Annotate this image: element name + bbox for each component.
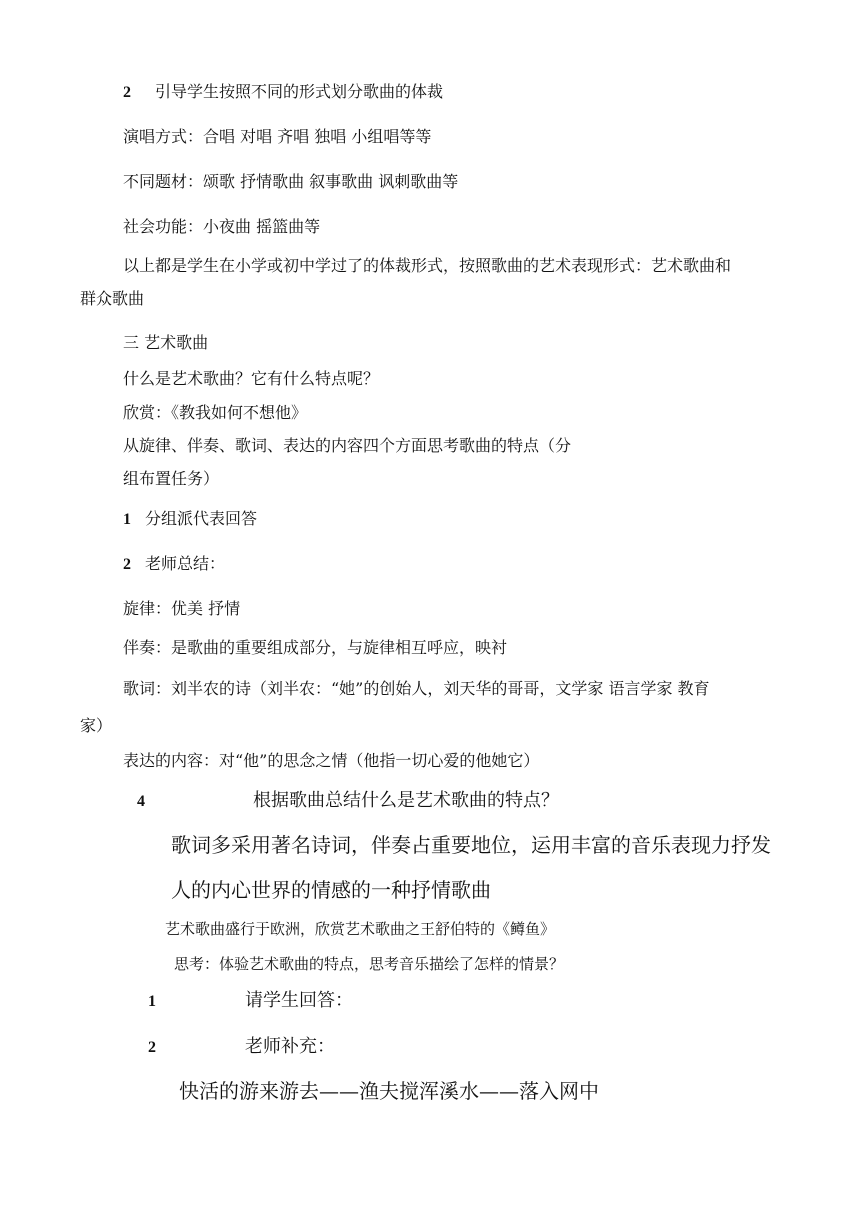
content-line: 表达的内容：对“他”的思念之情（他指一切心爱的他她它） [123,751,540,770]
answer-step-2 [148,1037,335,1058]
europe-line: 艺术歌曲盛行于欧洲，欣赏艺术歌曲之王舒伯特的《鳟鱼》 [165,920,556,938]
step-number: 1 [123,511,131,528]
step-2-guide [123,82,443,103]
themes-line: 不同题材：颂歌 抒情歌曲 叙事歌曲 讽刺歌曲等 [123,172,459,191]
step-text: 老师总结： [145,554,226,573]
melody-line: 旋律：优美 抒情 [123,599,241,618]
ponder-line: 思考：体验艺术歌曲的特点，思考音乐描绘了怎样的情景？ [174,955,565,973]
step-1-answer [123,509,257,530]
definition-line-2: 人的内心世界的情感的一种抒情歌曲 [171,878,491,902]
definition-line-1: 歌词多采用著名诗词，伴奏占重要地位，运用丰富的音乐表现力抒发 [171,833,771,857]
think-line-1: 从旋律、伴奏、歌词、表达的内容四个方面思考歌曲的特点（分 [123,436,572,455]
step-4-heading [137,788,559,815]
step-number: 2 [148,1039,156,1056]
question-line: 什么是艺术歌曲？它有什么特点呢？ [123,369,380,388]
step-number: 4 [137,793,145,810]
summary-line-2: 群众歌曲 [80,289,145,308]
lyrics-line-2: 家） [80,716,113,735]
step-text: 老师补充： [245,1036,335,1057]
performance-style-line: 演唱方式：合唱 对唱 齐唱 独唱 小组唱等等 [123,127,432,146]
step-number: 2 [123,84,131,101]
step-text: 引导学生按照不同的形式划分歌曲的体裁 [155,82,444,101]
step-text: 分组派代表回答 [145,509,258,528]
appreciate-line: 欣赏：《教我如何不想他》 [123,403,308,422]
summary-line-1: 以上都是学生在小学或初中学过了的体裁形式，按照歌曲的艺术表现形式：艺术歌曲和 [123,256,732,275]
lyrics-line-1: 歌词：刘半农的诗（刘半农：“她”的创始人，刘天华的哥哥，文学家 语言学家 教育 [123,679,710,698]
step-number: 1 [148,993,156,1010]
accompaniment-line: 伴奏：是歌曲的重要组成部分，与旋律相互呼应，映衬 [123,638,508,657]
answer-step-1 [148,991,353,1012]
section-3-title: 三 艺术歌曲 [123,333,209,352]
step-2-summary [123,554,225,575]
step-text: 请学生回答： [245,990,353,1011]
scene-description: 快活的游来游去——渔夫搅浑溪水——落入网中 [179,1079,599,1103]
social-function-line: 社会功能：小夜曲 摇篮曲等 [123,217,321,236]
step-number: 2 [123,556,131,573]
step-text: 根据歌曲总结什么是艺术歌曲的特点？ [253,790,559,811]
think-line-2: 组布置任务） [123,469,220,488]
